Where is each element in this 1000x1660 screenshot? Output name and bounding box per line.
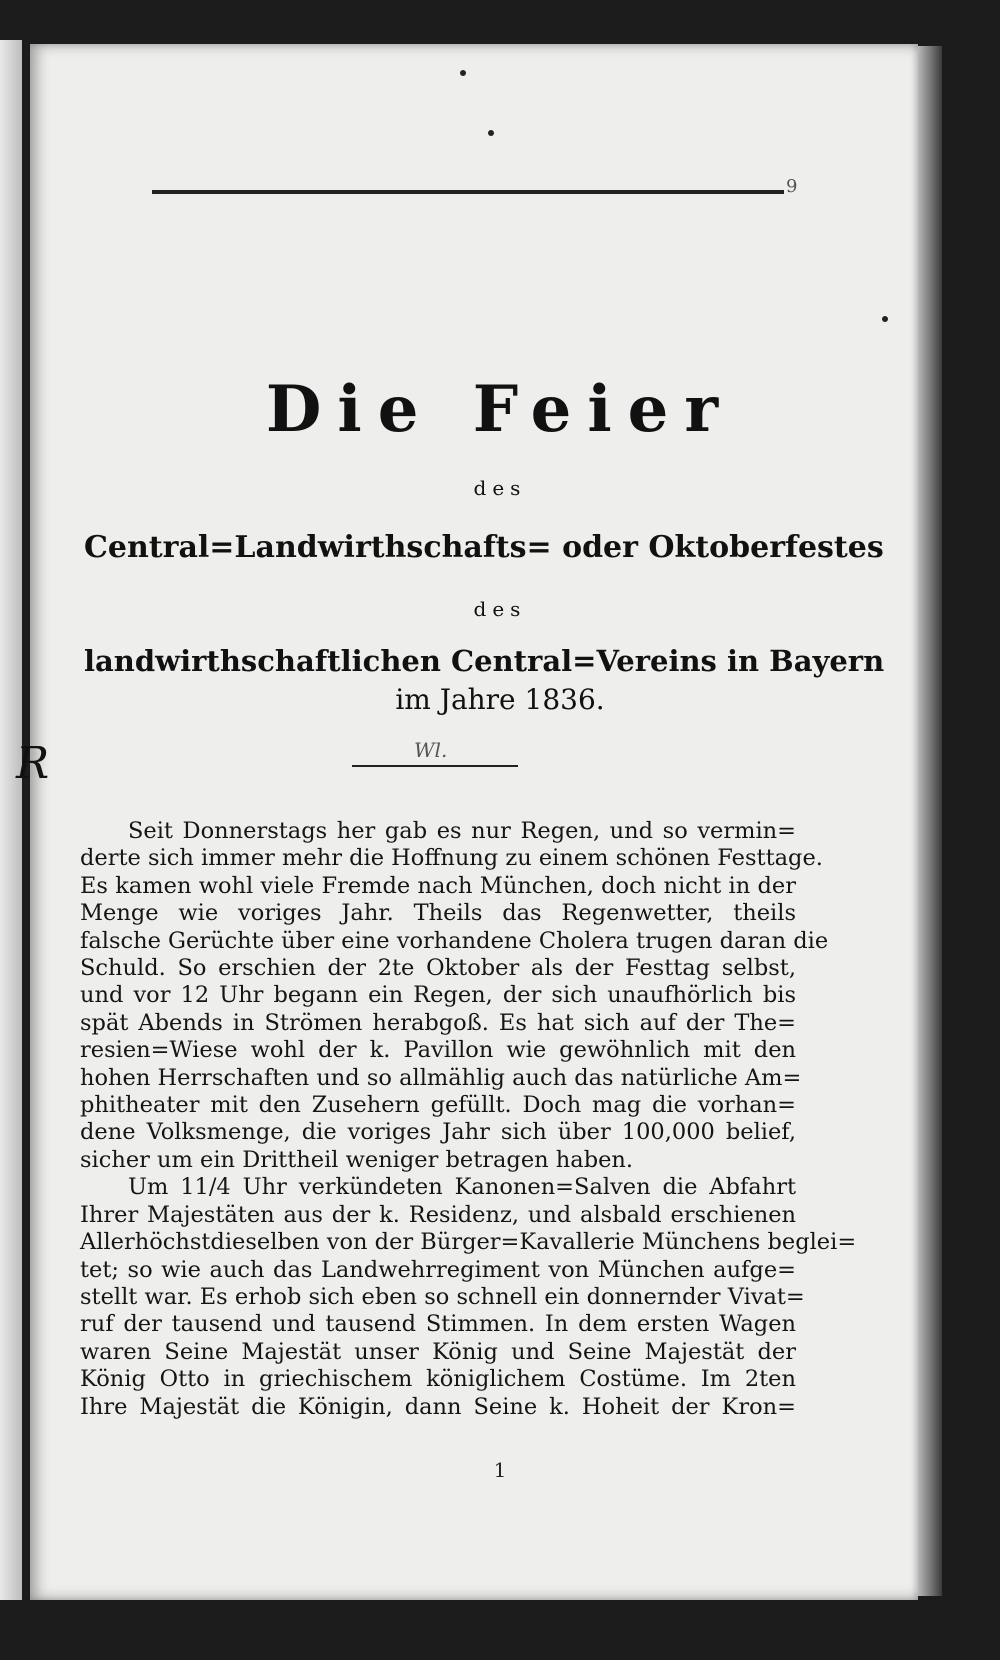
text-line: phitheater mit den Zusehern gefüllt. Doch mag die vorhan=: [80, 1092, 796, 1119]
text-line: spät Abends in Strömen herabgoß. Es hat sich auf der The=: [80, 1009, 796, 1036]
text-line: und vor 12 Uhr begann ein Regen, der sich unaufhörlich bis: [80, 982, 796, 1009]
text-line: stellt war. Es erhob sich eben so schnell ein donnernder Vivat=: [80, 1283, 805, 1310]
header-rule: [152, 190, 784, 194]
title-connector-1: des: [473, 476, 527, 500]
book-edge-right: [918, 46, 942, 1596]
ink-speck: [882, 316, 888, 322]
text-line: resien=Wiese wohl der k. Pavillon wie gewöhnlich mit den: [80, 1037, 796, 1064]
text-line: derte sich immer mehr die Hoffnung zu einem schönen Festtage.: [80, 845, 823, 872]
text-line: Es kamen wohl viele Fremde nach München, doch nicht in der: [80, 872, 796, 899]
title-rule: [352, 765, 518, 767]
text-line: Um 11/4 Uhr verkündeten Kanonen=Salven die Abfahrt: [128, 1174, 796, 1201]
text-line: Menge wie voriges Jahr. Theils das Regenwetter, theils: [80, 900, 796, 927]
text-line: waren Seine Majestät unser König und Seine Majestät der: [80, 1338, 796, 1365]
page-title: Die Feier: [265, 372, 735, 447]
book-edge-left: [0, 40, 22, 1600]
title-year: im Jahre 1836.: [395, 683, 605, 716]
text-line: Schuld. So erschien der 2te Oktober als der Festtag selbst,: [80, 955, 796, 982]
text-line: König Otto in griechischem königlichem Costüme. Im 2ten: [80, 1366, 796, 1393]
page-corner-mark: 9: [786, 176, 798, 197]
title-line-2: landwirthschaftlichen Central=Vereins in Bayern: [84, 644, 885, 678]
text-line: Ihre Majestät die Königin, dann Seine k. Hoheit der Kron=: [80, 1393, 796, 1420]
page-number: 1: [493, 1458, 507, 1482]
text-line: Ihrer Majestäten aus der k. Residenz, und alsbald erschienen: [80, 1201, 796, 1228]
text-line: tet; so wie auch das Landwehrregiment von München aufge=: [80, 1256, 796, 1283]
text-line: dene Volksmenge, die voriges Jahr sich über 100,000 belief,: [80, 1119, 796, 1146]
title-connector-2: des: [473, 597, 527, 621]
text-line: falsche Gerüchte über eine vorhandene Cholera trugen daran die: [80, 927, 829, 954]
body-text: [80, 818, 857, 1421]
margin-annotation: R: [16, 738, 50, 789]
text-line: ruf der tausend und tausend Stimmen. In dem ersten Wagen: [80, 1311, 796, 1338]
text-line: Allerhöchstdieselben von der Bürger=Kavallerie Münchens beglei=: [80, 1229, 857, 1256]
text-line: Seit Donnerstags her gab es nur Regen, und so vermin=: [128, 818, 796, 844]
text-line: sicher um ein Drittheil weniger betragen haben.: [80, 1146, 634, 1173]
ink-speck: [460, 70, 466, 76]
ink-speck: [488, 130, 494, 136]
title-line-1: Central=Landwirthschafts= oder Oktoberfestes: [84, 530, 884, 565]
pencil-annotation: Wl.: [414, 738, 448, 762]
text-line: hohen Herrschaften und so allmählig auch das natürliche Am=: [80, 1064, 802, 1091]
